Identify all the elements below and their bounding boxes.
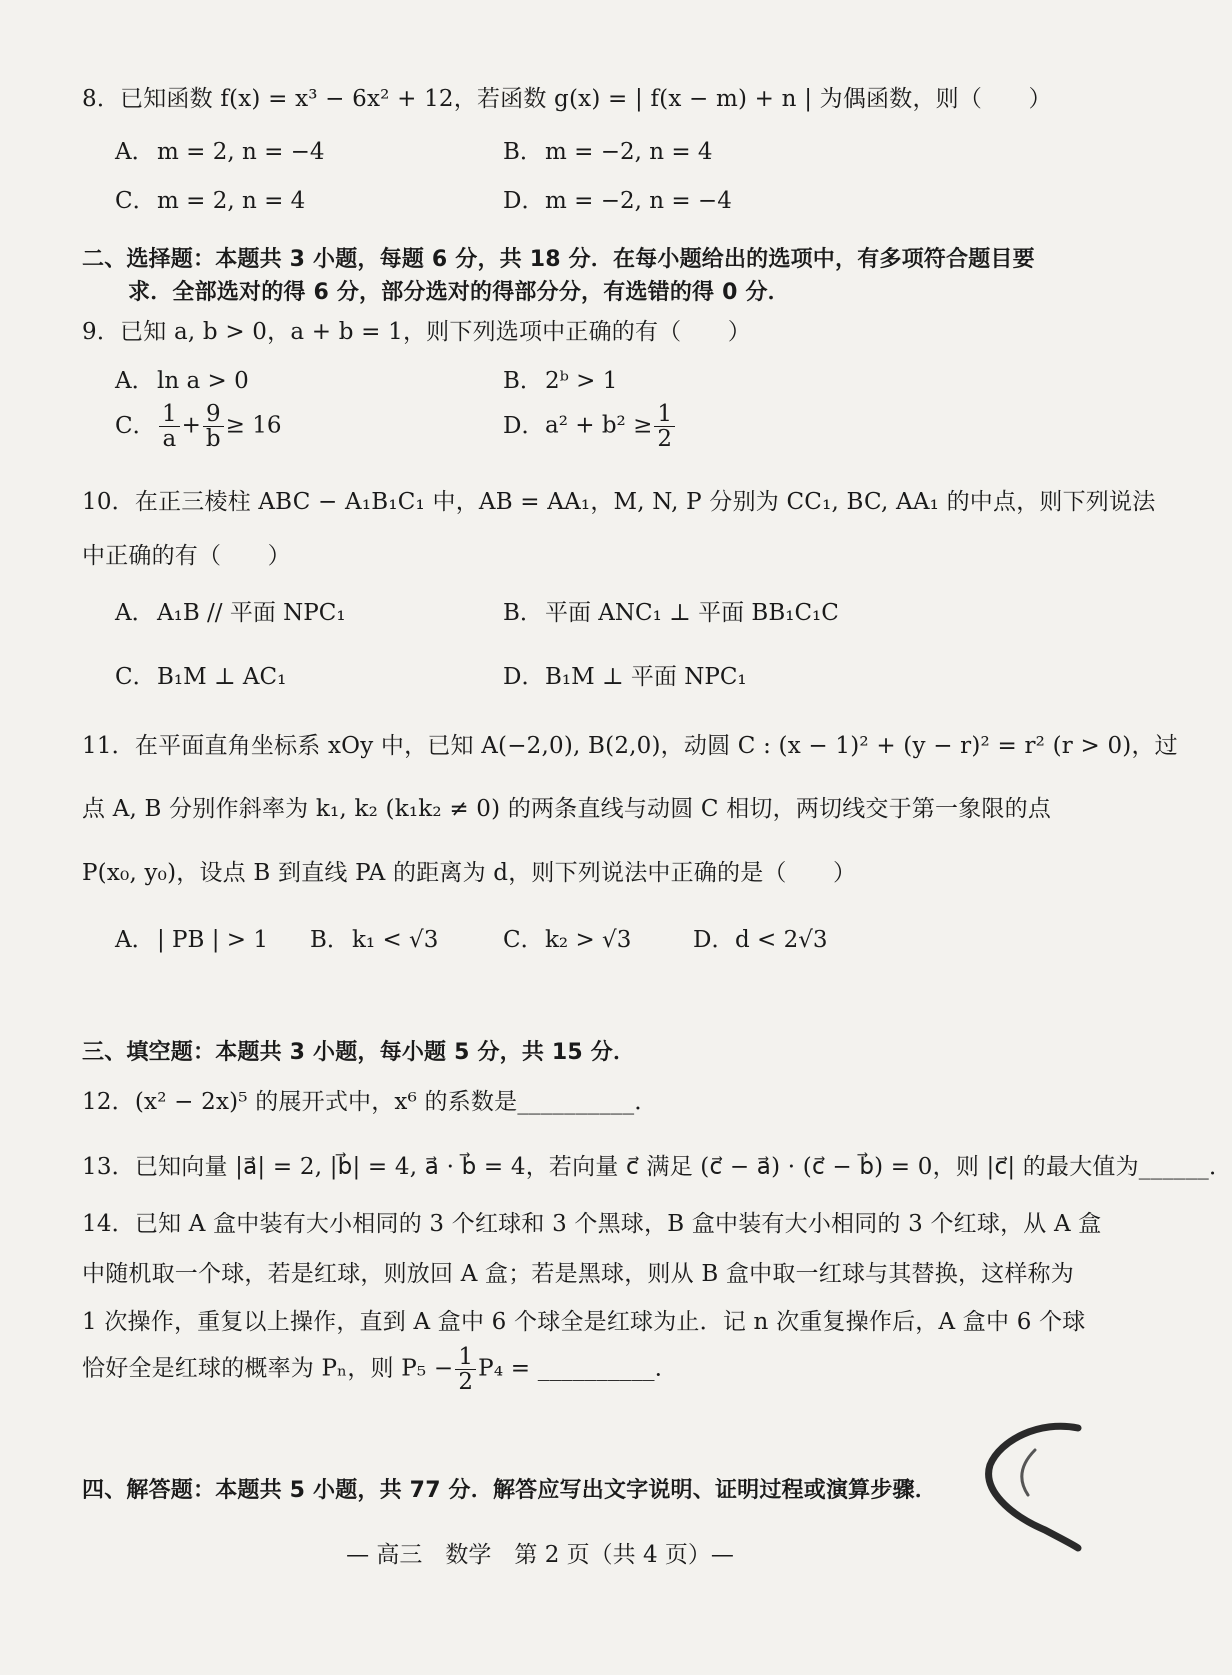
section-4-heading: 四、解答题：本题共 5 小题，共 77 分．解答应写出文字说明、证明过程或演算步骤． [82, 1478, 937, 1503]
q10-option-b: B．平面 ANC₁ ⊥ 平面 BB₁C₁C [503, 600, 839, 626]
q14-stem: 14．已知 A 盒中装有大小相同的 3 个红球和 3 个黑球，B 盒中装有大小相同的 3 个红球，从 A 盒 [82, 1211, 1102, 1237]
q10-option-a: A． A₁B // 平面 NPC₁ [115, 600, 346, 626]
section-2-heading-cont: 求．全部选对的得 6 分，部分选对的得部分分，有选错的得 0 分． [128, 280, 790, 305]
q13-text: 13．已知向量 |a⃗| = 2, |b⃗| = 4, a⃗ · b⃗ = 4，若向量 c⃗ 满足 (c⃗ − a⃗) · (c⃗ − b⃗) = 0，则 |c⃗| 的最大值为______． [82, 1154, 1232, 1180]
fraction-9-over-b: $\frac{9}{b}$ [203, 402, 224, 451]
q11-option-b: B．k₁ < √3 [310, 927, 439, 953]
q14-stem-cont-1: 中随机取一个球，若是红球，则放回 A 盒；若是黑球，则从 B 盒中取一红球与其替换，这样称为 [82, 1261, 1074, 1287]
q11-stem: 11．在平面直角坐标系 xOy 中，已知 A(−2,0), B(2,0)，动圆 C : (x − 1)² + (y − r)² = r² (r > 0)，过 [82, 733, 1178, 759]
q10-stem: 10．在正三棱柱 ABC − A₁B₁C₁ 中，AB = AA₁，M, N, P 分别为 CC₁, BC, AA₁ 的中点，则下列说法 [82, 489, 1156, 515]
pen-mark-icon [960, 1420, 1080, 1550]
q9-option-c: C． $\frac{1}{a}$ + $\frac{9}{b}$ ≥ 16 [115, 401, 282, 453]
fraction-1-over-a: $\frac{1}{a}$ [159, 402, 180, 451]
page-footer: — 高三 数学 第 2 页（共 4 页）— [346, 1542, 734, 1568]
q10-stem-cont: 中正确的有（ ） [82, 543, 291, 569]
section-3-heading: 三、填空题：本题共 3 小题，每小题 5 分，共 15 分． [82, 1040, 636, 1065]
q14-stem-cont-2: 1 次操作，重复以上操作，直到 A 盒中 6 个球全是红球为止．记 n 次重复操作后，A 盒中 6 个球 [82, 1309, 1086, 1335]
q8-option-d: D．m = −2, n = −4 [503, 188, 732, 214]
q9-option-b: B．2ᵇ > 1 [503, 368, 618, 394]
q9-stem: 9．已知 a, b > 0，a + b = 1，则下列选项中正确的有（ ） [82, 319, 751, 345]
q9-option-d: D．a² + b² ≥ $\frac{1}{2}$ [503, 402, 677, 451]
section-2-heading: 二、选择题：本题共 3 小题，每题 6 分，共 18 分．在每小题给出的选项中，有多项符合题目要 [82, 247, 1035, 272]
q11-stem-cont-1: 点 A, B 分别作斜率为 k₁, k₂ (k₁k₂ ≠ 0) 的两条直线与动圆 C 相切，两切线交于第一象限的点 [82, 796, 1052, 822]
q10-option-d: D．B₁M ⊥ 平面 NPC₁ [503, 664, 747, 690]
q8-option-a: A． m = 2, n = −4 [115, 139, 325, 165]
q8-option-b: B．m = −2, n = 4 [503, 139, 713, 165]
q10-option-c: C．B₁M ⊥ AC₁ [115, 664, 287, 690]
q14-stem-cont-3: 恰好全是红球的概率为 Pₙ，则 P₅ − $\frac{1}{2}$ P₄ = __________． [82, 1344, 678, 1396]
fraction-1-over-2: $\frac{1}{2}$ [455, 1345, 476, 1394]
fraction-1-over-2: $\frac{1}{2}$ [654, 402, 675, 451]
q11-stem-cont-2: P(x₀, y₀)，设点 B 到直线 PA 的距离为 d，则下列说法中正确的是（ ） [82, 860, 857, 886]
q8-option-c: C．m = 2, n = 4 [115, 188, 306, 214]
q8-stem: 8．已知函数 f(x) = x³ − 6x² + 12，若函数 g(x) = | f(x − m) + n | 为偶函数，则（ ） [82, 86, 1052, 112]
q12-text: 12．(x² − 2x)⁵ 的展开式中，x⁶ 的系数是__________． [82, 1089, 658, 1115]
q11-option-c: C．k₂ > √3 [503, 927, 632, 953]
q9-option-a: A． ln a > 0 [115, 368, 249, 394]
q11-option-a: A． | PB | > 1 [115, 927, 269, 953]
q11-option-d: D．d < 2√3 [693, 927, 828, 953]
